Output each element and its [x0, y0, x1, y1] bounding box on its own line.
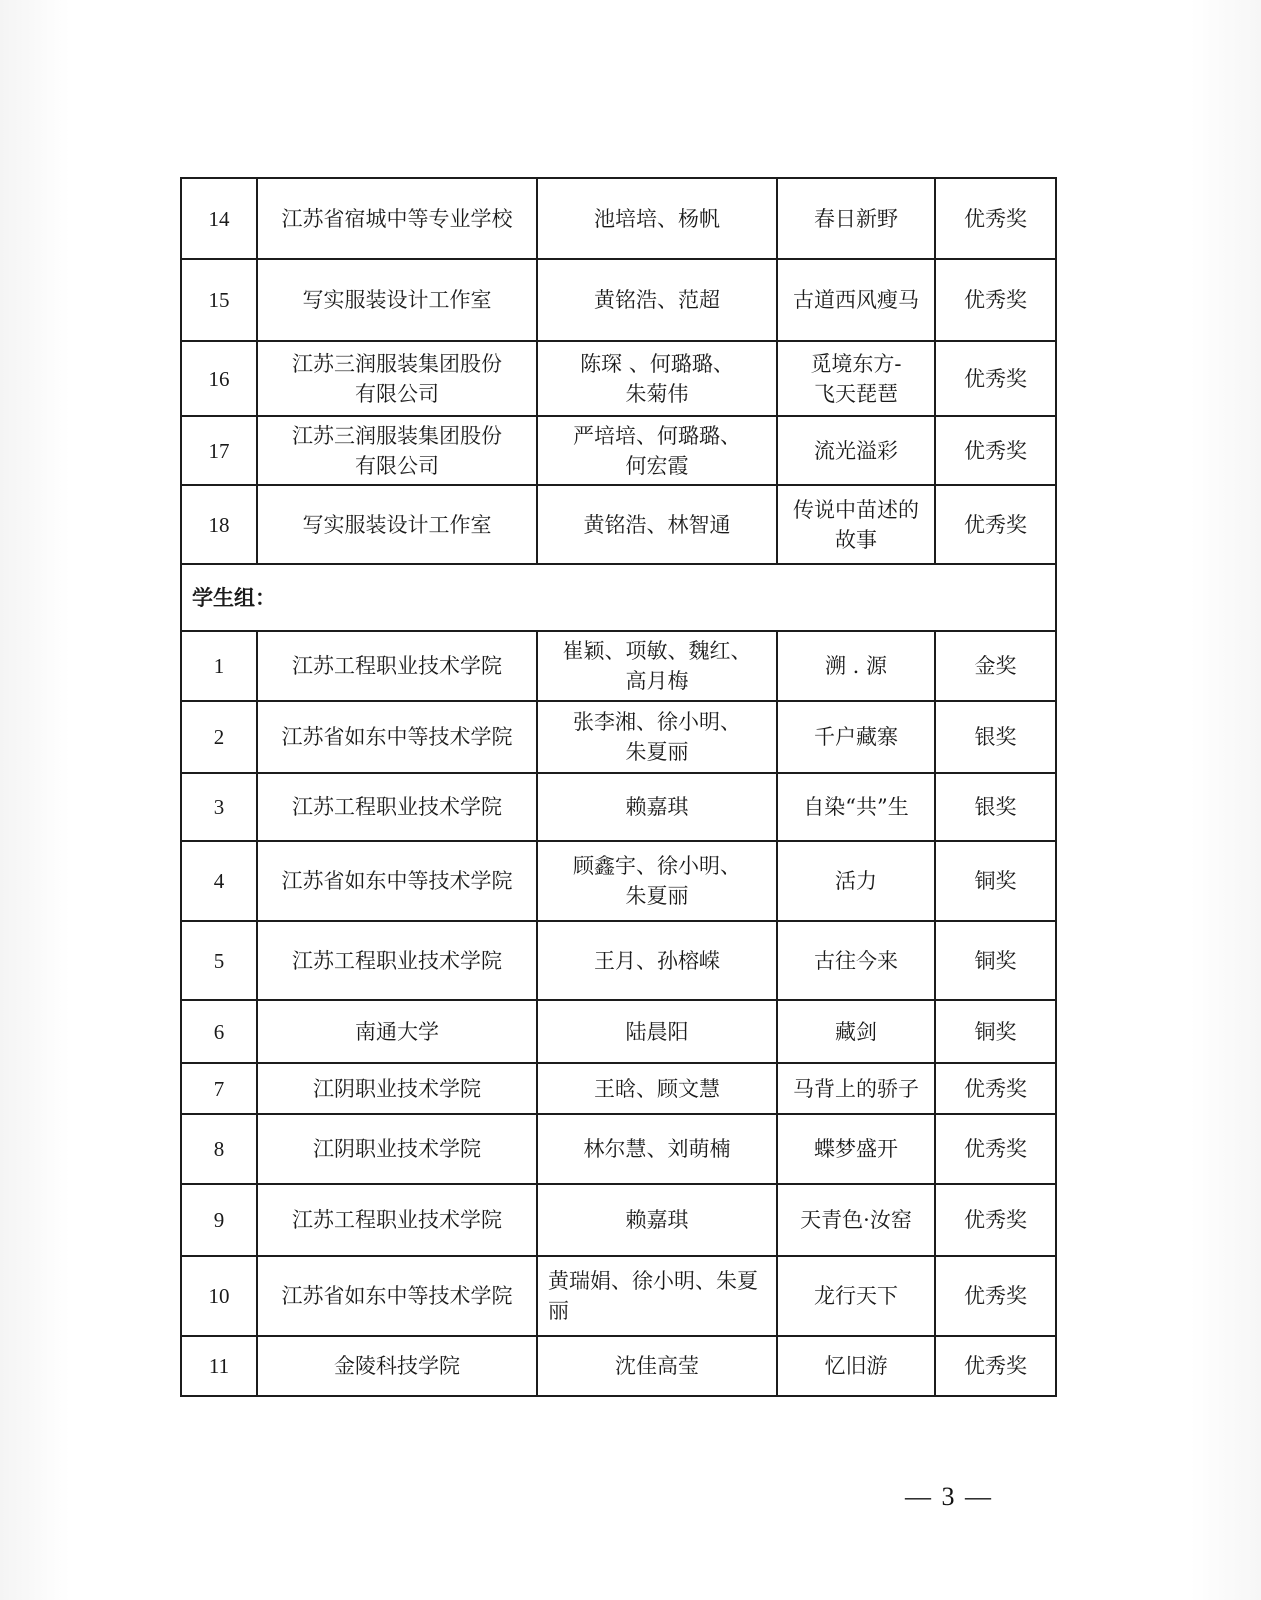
row-number: 3: [181, 773, 257, 841]
award-cell: 铜奖: [935, 921, 1056, 1000]
work-cell: 传说中苗述的故事: [777, 485, 935, 564]
unit-cell: 江阴职业技术学院: [257, 1114, 537, 1184]
award-cell: 银奖: [935, 773, 1056, 841]
row-number: 7: [181, 1063, 257, 1114]
award-cell: 优秀奖: [935, 416, 1056, 485]
authors-cell: 顾鑫宇、徐小明、朱夏丽: [537, 841, 777, 921]
work-cell: 马背上的骄子: [777, 1063, 935, 1114]
unit-cell: 江苏省如东中等技术学院: [257, 701, 537, 773]
table-row: [181, 485, 1056, 564]
work-cell: 溯 . 源: [777, 631, 935, 701]
work-cell: 忆旧游: [777, 1336, 935, 1396]
authors-cell: 赖嘉琪: [537, 773, 777, 841]
authors-cell: 陈琛 、何璐璐、朱菊伟: [537, 341, 777, 416]
authors-cell: 严培培、何璐璐、何宏霞: [537, 416, 777, 485]
work-cell: 自染“共”生: [777, 773, 935, 841]
work-cell: 龙行天下: [777, 1256, 935, 1336]
row-number: 1: [181, 631, 257, 701]
table-row: [181, 841, 1056, 921]
row-number: 2: [181, 701, 257, 773]
award-cell: 优秀奖: [935, 1336, 1056, 1396]
unit-cell: 写实服装设计工作室: [257, 259, 537, 341]
row-number: 9: [181, 1184, 257, 1256]
row-number: 8: [181, 1114, 257, 1184]
table-row: [181, 178, 1056, 259]
unit-cell: 江苏工程职业技术学院: [257, 1184, 537, 1256]
row-number: 4: [181, 841, 257, 921]
table-row: [181, 631, 1056, 701]
unit-cell: 江苏三润服装集团股份有限公司: [257, 416, 537, 485]
award-cell: 优秀奖: [935, 1256, 1056, 1336]
award-cell: 优秀奖: [935, 1114, 1056, 1184]
authors-cell: 黄铭浩、范超: [537, 259, 777, 341]
table-row: [181, 1000, 1056, 1063]
work-cell: 古往今来: [777, 921, 935, 1000]
award-cell: 优秀奖: [935, 259, 1056, 341]
authors-cell: 沈佳高莹: [537, 1336, 777, 1396]
table-row: [181, 1184, 1056, 1256]
work-cell: 古道西风瘦马: [777, 259, 935, 341]
row-number: 17: [181, 416, 257, 485]
unit-cell: 江苏省如东中等技术学院: [257, 841, 537, 921]
unit-cell: 江苏工程职业技术学院: [257, 773, 537, 841]
authors-cell: 张李湘、徐小明、朱夏丽: [537, 701, 777, 773]
authors-cell: 王晗、顾文慧: [537, 1063, 777, 1114]
row-number: 10: [181, 1256, 257, 1336]
authors-cell: 黄铭浩、林智通: [537, 485, 777, 564]
unit-cell: 江苏三润服装集团股份有限公司: [257, 341, 537, 416]
work-cell: 春日新野: [777, 178, 935, 259]
award-cell: 优秀奖: [935, 485, 1056, 564]
award-cell: 优秀奖: [935, 1184, 1056, 1256]
row-number: 6: [181, 1000, 257, 1063]
table-row: [181, 259, 1056, 341]
authors-cell: 林尔慧、刘萌楠: [537, 1114, 777, 1184]
unit-cell: 江苏省如东中等技术学院: [257, 1256, 537, 1336]
work-cell: 觅境东方-飞天琵琶: [777, 341, 935, 416]
work-cell: 千户藏寨: [777, 701, 935, 773]
unit-cell: 江阴职业技术学院: [257, 1063, 537, 1114]
awards-table: [180, 177, 1057, 1397]
row-number: 11: [181, 1336, 257, 1396]
award-cell: 铜奖: [935, 841, 1056, 921]
authors-cell: 赖嘉琪: [537, 1184, 777, 1256]
authors-cell: 陆晨阳: [537, 1000, 777, 1063]
award-cell: 优秀奖: [935, 1063, 1056, 1114]
award-cell: 金奖: [935, 631, 1056, 701]
work-cell: 蝶梦盛开: [777, 1114, 935, 1184]
unit-cell: 金陵科技学院: [257, 1336, 537, 1396]
section-row: [181, 564, 1056, 631]
award-cell: 优秀奖: [935, 341, 1056, 416]
table-row: [181, 1063, 1056, 1114]
table-row: [181, 416, 1056, 485]
row-number: 14: [181, 178, 257, 259]
row-number: 16: [181, 341, 257, 416]
row-number: 5: [181, 921, 257, 1000]
work-cell: 藏剑: [777, 1000, 935, 1063]
table-row: [181, 1114, 1056, 1184]
unit-cell: 江苏工程职业技术学院: [257, 921, 537, 1000]
unit-cell: 写实服装设计工作室: [257, 485, 537, 564]
authors-cell: 王月、孙榕嵘: [537, 921, 777, 1000]
authors-cell: 黄瑞娟、徐小明、朱夏丽: [537, 1256, 777, 1336]
unit-cell: 江苏省宿城中等专业学校: [257, 178, 537, 259]
table-row: [181, 921, 1056, 1000]
table-row: [181, 773, 1056, 841]
table-row: [181, 341, 1056, 416]
unit-cell: 江苏工程职业技术学院: [257, 631, 537, 701]
work-cell: 流光溢彩: [777, 416, 935, 485]
row-number: 18: [181, 485, 257, 564]
table-row: [181, 1336, 1056, 1396]
award-cell: 优秀奖: [935, 178, 1056, 259]
page-number: — 3 —: [905, 1482, 993, 1511]
table-row: [181, 701, 1056, 773]
work-cell: 活力: [777, 841, 935, 921]
student-section-label: 学生组：: [181, 564, 1056, 631]
work-cell: 天青色·汝窑: [777, 1184, 935, 1256]
award-cell: 银奖: [935, 701, 1056, 773]
unit-cell: 南通大学: [257, 1000, 537, 1063]
award-cell: 铜奖: [935, 1000, 1056, 1063]
table-row: [181, 1256, 1056, 1336]
authors-cell: 池培培、杨帆: [537, 178, 777, 259]
authors-cell: 崔颖、项敏、魏红、高月梅: [537, 631, 777, 701]
row-number: 15: [181, 259, 257, 341]
